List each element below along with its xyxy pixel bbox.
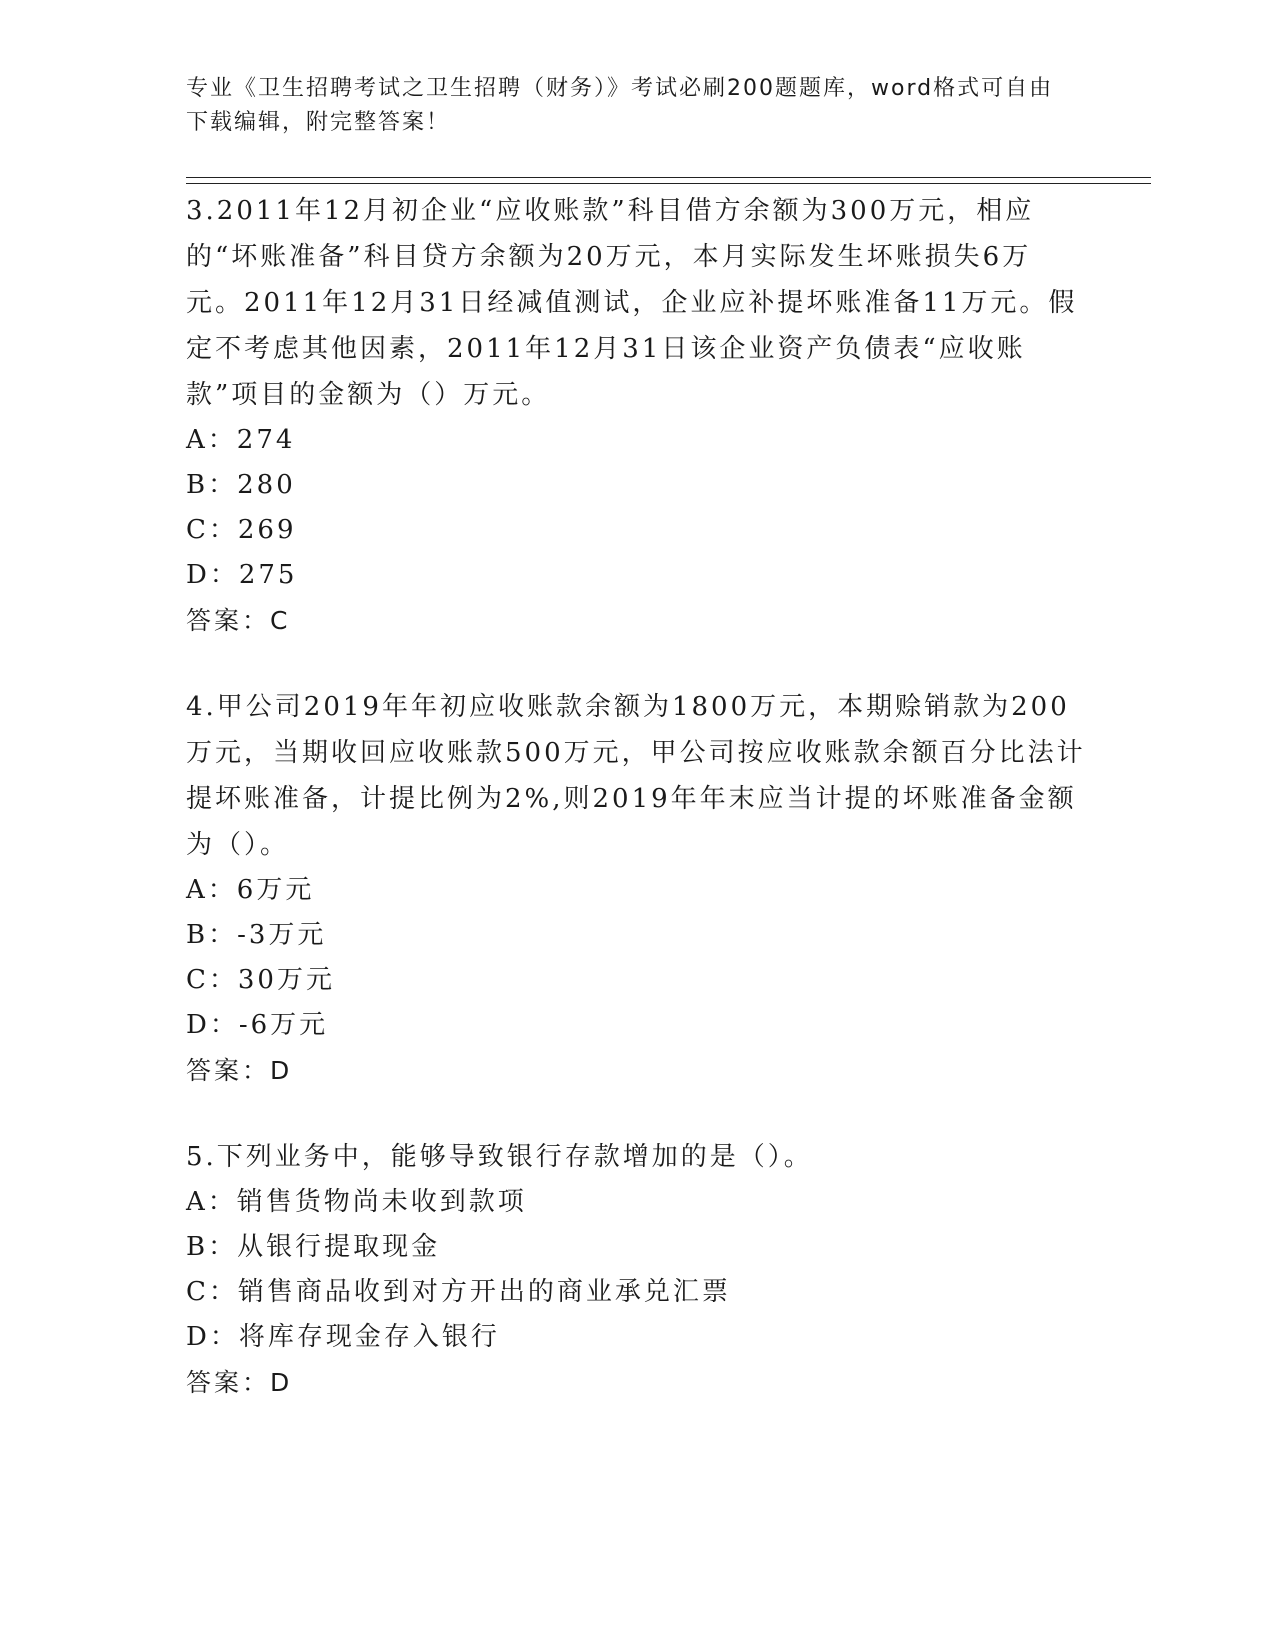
option-c: C：30万元 xyxy=(186,965,335,995)
answer-label: 答案：D xyxy=(186,1056,293,1085)
answer-label: 答案：D xyxy=(186,1368,293,1397)
option-c: C：269 xyxy=(186,515,297,545)
option-d: D：将库存现金存入银行 xyxy=(186,1322,500,1352)
question-4 xyxy=(186,684,1086,1094)
option-b: B：从银行提取现金 xyxy=(186,1232,441,1262)
question-stem: 5.下列业务中，能够导致银行存款增加的是（）。 xyxy=(186,1142,813,1172)
option-d: D：-6万元 xyxy=(186,1010,329,1040)
option-a: A：274 xyxy=(186,425,296,455)
header-divider-bottom xyxy=(186,183,1151,184)
option-c: C：销售商品收到对方开出的商业承兑汇票 xyxy=(186,1277,731,1307)
question-stem: 4.甲公司2019年年初应收账款余额为1800万元，本期赊销款为200万元，当期收回应收账款500万元，甲公司按应收账款余额百分比法计提坏账准备，计提比例为2%,则2019年年末应当计提的坏账准备金额为（）。 xyxy=(186,692,1086,860)
question-stem: 3.2011年12月初企业“应收账款”科目借方余额为300万元，相应的“坏账准备”科目贷方余额为20万元，本月实际发生坏账损失6万元。2011年12月31日经减值测试，企业应补提坏账准备11万元。假定不考虑其他因素，2011年12月31日该企业资产负债表“应收账款”项目的金额为（）万元。 xyxy=(186,196,1078,410)
document-header: 专业《卫生招聘考试之卫生招聘（财务）》考试必刷200题题库，word格式可自由下载编辑，附完整答案！ xyxy=(186,76,1054,135)
question-5 xyxy=(186,1134,1086,1406)
option-b: B：280 xyxy=(186,470,296,500)
option-b: B：-3万元 xyxy=(186,920,327,950)
option-a: A：6万元 xyxy=(186,875,315,905)
header-divider-top xyxy=(186,177,1151,178)
question-list xyxy=(186,188,1086,1446)
answer-label: 答案：C xyxy=(186,606,291,635)
question-3 xyxy=(186,188,1086,644)
option-a: A：销售货物尚未收到款项 xyxy=(186,1187,527,1217)
option-d: D：275 xyxy=(186,560,298,590)
